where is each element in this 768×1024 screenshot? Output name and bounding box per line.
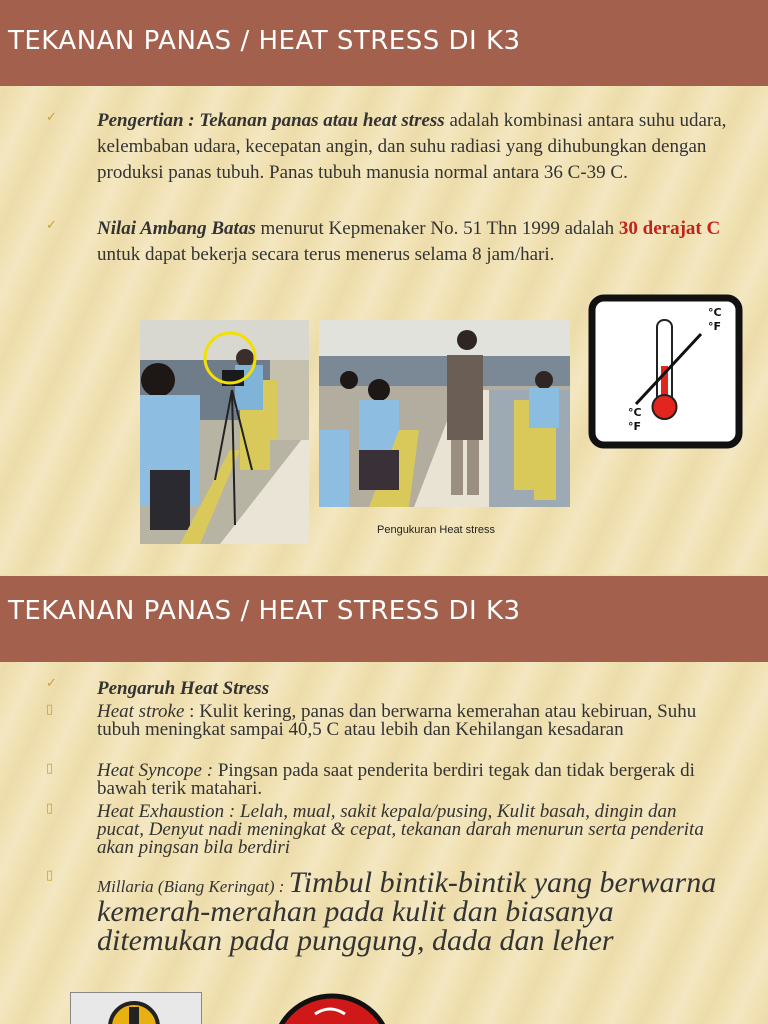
item-label: Heat Exhaustion : Lelah, mual, sakit kepala/pusing, Kulit basah, dingin dan pucat, Denyut nadi meningkat & cepat, tekanan darah menurun serta penderita akan pingsan bila berdiri xyxy=(97,801,704,858)
thermometer-icon xyxy=(588,294,743,449)
check-bullet-icon: ✓ xyxy=(46,676,57,691)
box-bullet-icon: ▯ xyxy=(46,761,54,776)
photo-factory-workers xyxy=(319,320,570,507)
list-item-heat-exhaustion xyxy=(97,803,727,857)
bullet-pengertian xyxy=(97,108,737,186)
fahrenheit-label: °F xyxy=(708,320,722,333)
fahrenheit-label: °F xyxy=(628,420,642,433)
item-text: Pingsan pada saat penderita berdiri tegak dan tidak bergerak di bawah terik matahari. xyxy=(97,760,695,799)
check-bullet-icon: ✓ xyxy=(46,218,57,233)
section-heading xyxy=(97,680,737,698)
bullet-nilai-ambang xyxy=(97,216,737,268)
celsius-label: °C xyxy=(628,406,642,419)
highlight-value: 30 derajat C xyxy=(618,218,721,239)
box-bullet-icon: ▯ xyxy=(46,801,54,816)
bullet-text: menurut Kepmenaker No. 51 Thn 1999 adalah xyxy=(255,218,619,239)
bullet-text: adalah kombinasi antara suhu udara, kelembaban udara, kecepatan angin, dan suhu radiasi yang dihubungkan dengan produksi panas tubuh. Panas tubuh manusia normal antara 36 C-39 C. xyxy=(97,110,727,183)
list-item-heat-syncope xyxy=(97,762,697,798)
slide-2 xyxy=(0,576,768,1024)
item-text: : Kulit kering, panas dan berwarna kemerahan atau kebiruan, Suhu tubuh meningkat sampai 40,5 C atau lebih dan Kehilangan kesadaran xyxy=(97,701,697,740)
bullet-text: untuk dapat bekerja secara terus menerus selama 8 jam/hari. xyxy=(97,244,555,265)
item-label: Heat Syncope : xyxy=(97,760,214,781)
title-bar xyxy=(0,576,768,662)
item-label: Millaria (Biang Keringat) : xyxy=(97,877,289,896)
warning-sign-icon xyxy=(270,992,395,1024)
item-label: Heat stroke xyxy=(97,701,185,722)
list-item-millaria xyxy=(97,868,737,955)
photo-heat-measurement-tripod xyxy=(140,320,309,544)
celsius-label: °C xyxy=(708,306,722,319)
item-text: Timbul bintik-bintik yang berwarna kemerah-merahan pada kulit dan biasanya ditemukan pada punggung, dada dan leher xyxy=(97,866,717,957)
photo-caption: Pengukuran Heat stress xyxy=(377,524,496,536)
box-bullet-icon: ▯ xyxy=(46,702,54,717)
slide-title: TEKANAN PANAS / HEAT STRESS DI K3 xyxy=(8,596,521,626)
title-bar xyxy=(0,0,768,86)
list-item-heat-stroke xyxy=(97,703,697,739)
box-bullet-icon: ▯ xyxy=(46,868,54,883)
slide-title: TEKANAN PANAS / HEAT STRESS DI K3 xyxy=(8,26,521,56)
check-bullet-icon: ✓ xyxy=(46,110,57,125)
heading-text: Pengaruh Heat Stress xyxy=(97,678,270,699)
bullet-label: Nilai Ambang Batas xyxy=(97,218,256,239)
safety-gear-icon xyxy=(70,992,202,1024)
bullet-label: Pengertian : Tekanan panas atau heat stress xyxy=(97,110,445,131)
